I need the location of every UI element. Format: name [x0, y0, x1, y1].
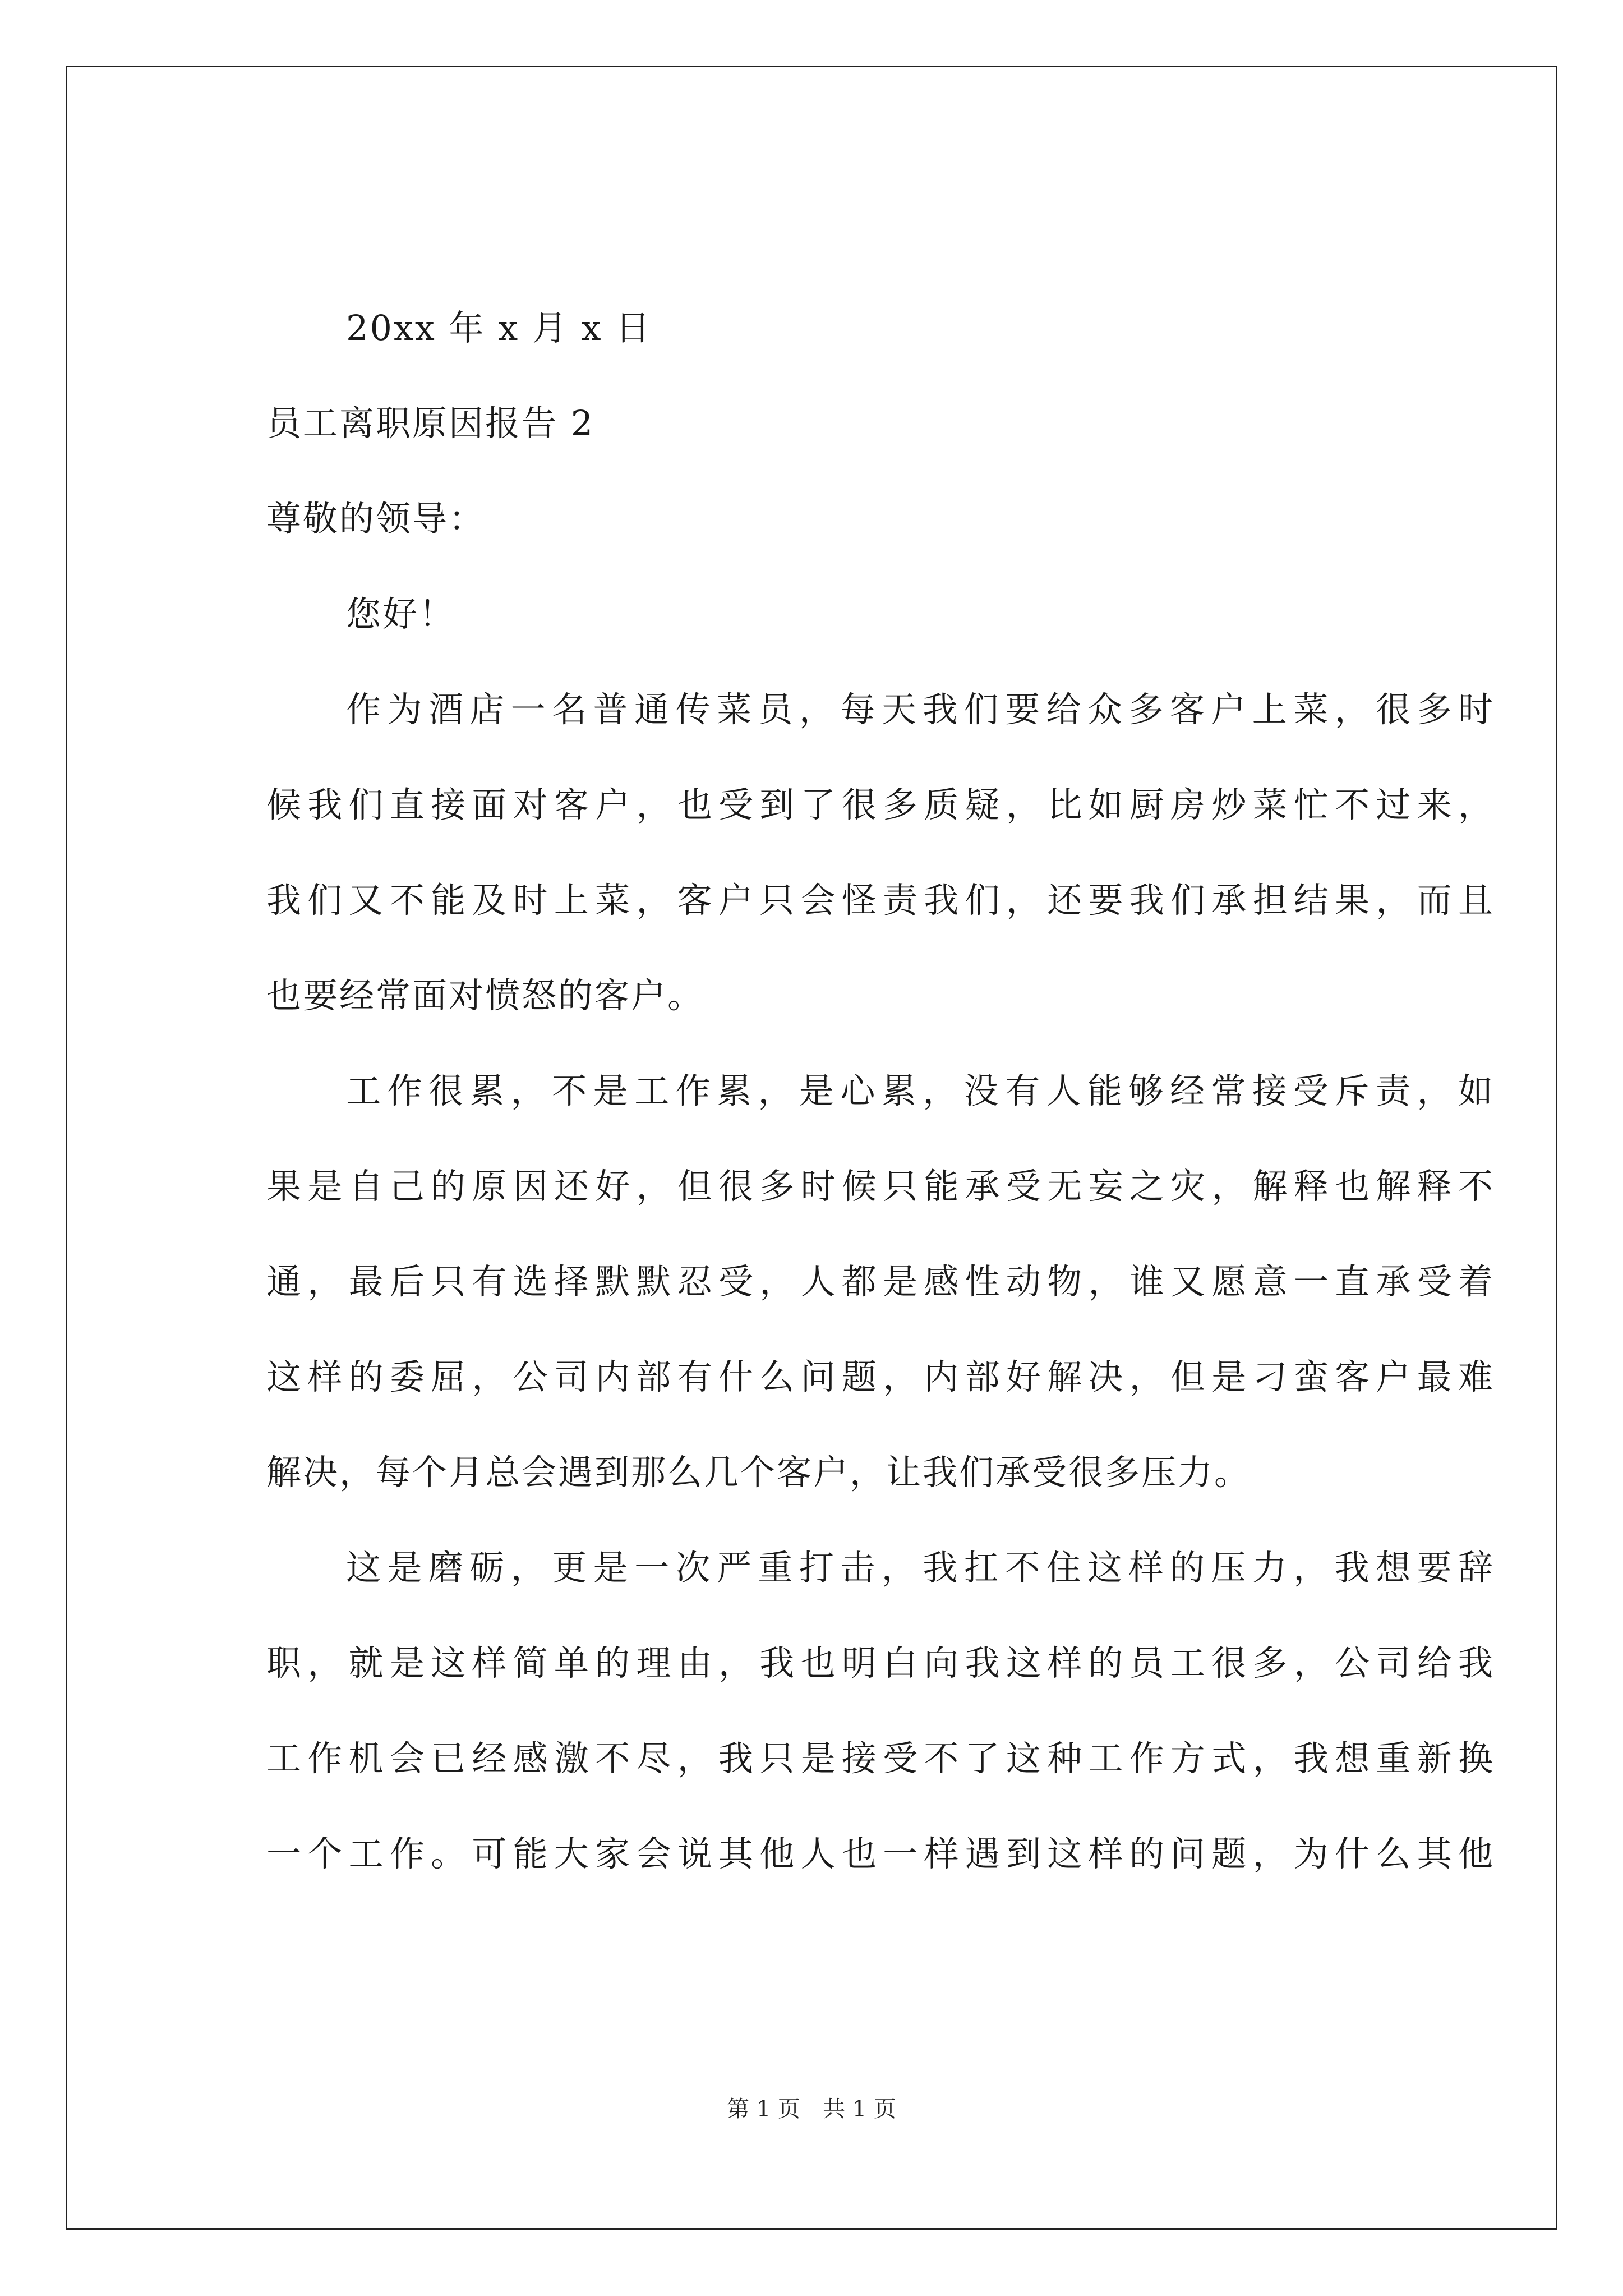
page-total: 共 1 页: [823, 2096, 896, 2122]
paragraph-line: 一个工作。可能大家会说其他人也一样遇到这样的问题，为什么其他: [266, 1833, 1495, 1874]
paragraph: [266, 1520, 1495, 1902]
page-frame: [66, 66, 1557, 2230]
page-footer: [0, 2091, 1623, 2123]
paragraph-line: 这是磨砺，更是一次严重打击，我扛不住这样的压力，我想要辞: [346, 1547, 1495, 1588]
document-title: 员工离职原因报告 2: [266, 403, 595, 444]
greeting: 您好！: [346, 593, 456, 634]
paragraph-line: 作为酒店一名普通传菜员，每天我们要给众多客户上菜，很多时: [346, 689, 1495, 730]
document-body: [266, 280, 1495, 1902]
paragraph-line: 也要经常面对愤怒的客户。: [266, 975, 704, 1016]
date-line: 20xx 年 x 月 x 日: [346, 307, 652, 348]
salutation: 尊敬的领导：: [266, 498, 486, 539]
paragraph-line: 通，最后只有选择默默忍受，人都是感性动物，谁又愿意一直承受着: [266, 1261, 1495, 1302]
paragraph-line: 候我们直接面对客户，也受到了很多质疑，比如厨房炒菜忙不过来，: [266, 784, 1495, 825]
paragraph-line: 工作机会已经感激不尽，我只是接受不了这种工作方式，我想重新换: [266, 1738, 1495, 1779]
paragraph-line: 工作很累，不是工作累，是心累，没有人能够经常接受斥责，如: [346, 1070, 1495, 1111]
paragraph: [266, 662, 1495, 1043]
paragraph-line: 这样的委屈，公司内部有什么问题，内部好解决，但是刁蛮客户最难: [266, 1356, 1495, 1397]
paragraph-line: 职，就是这样简单的理由，我也明白向我这样的员工很多，公司给我: [266, 1642, 1495, 1683]
paragraph: [266, 1043, 1495, 1520]
paragraph-line: 我们又不能及时上菜，客户只会怪责我们，还要我们承担结果，而且: [266, 880, 1495, 921]
paragraph-line: 果是自己的原因还好，但很多时候只能承受无妄之灾，解释也解释不: [266, 1166, 1495, 1207]
page-number: 第 1 页: [727, 2096, 800, 2122]
paragraph-line: 解决，每个月总会遇到那么几个客户，让我们承受很多压力。: [266, 1452, 1251, 1493]
